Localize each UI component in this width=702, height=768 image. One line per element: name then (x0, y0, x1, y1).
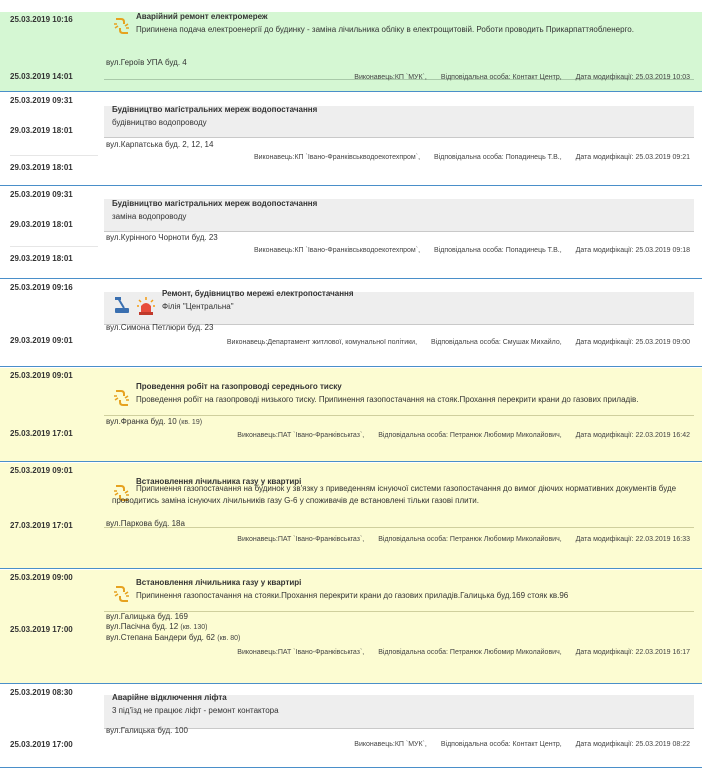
modified-value: 22.03.2019 16:42 (635, 432, 690, 439)
event-card[interactable] (104, 12, 694, 80)
gas-pipe-icon (112, 388, 132, 408)
event-meta (223, 649, 690, 656)
event-description: заміна водопроводу (112, 212, 187, 221)
event-card[interactable] (104, 695, 694, 729)
shovel-icon (112, 296, 132, 316)
responsible-value: Петранюк Любомир Миколайович, (449, 536, 562, 543)
event-icons (112, 388, 132, 408)
outage-item[interactable] (0, 570, 702, 684)
modified-label: Дата модифікації: (575, 741, 634, 748)
responsible-value: Попадинець Т.В., (505, 247, 562, 254)
event-description: Філія "Центральна" (162, 302, 234, 311)
executor-value: КП `МУК`, (394, 74, 427, 81)
responsible-value: Контакт Центр, (512, 74, 562, 81)
end-date: 25.03.2019 17:01 (10, 429, 73, 438)
event-description: Припинена подача електроенергії до будинку - заміна лічильника обліку в електрощитовій. Роботи проводить Прикарпаттяобленерго. (136, 25, 634, 34)
executor-label: Виконавець: (253, 247, 295, 254)
modified-label: Дата модифікації: (575, 74, 634, 81)
event-meta (340, 741, 690, 748)
event-description: Припинення газопостачання на стояки.Прохання перекрити крани до газових приладів.Галицька буд.169 стояк кв.96 (136, 591, 569, 600)
executor-value: Департамент житлової, комунальної політики, (267, 339, 418, 346)
responsible-label: Відповідальна особа: (440, 74, 511, 81)
address-list (106, 58, 187, 68)
address-line: вул.Галицька буд. 169 (106, 612, 188, 621)
address-line: вул.Симона Петлюри буд. 23 (106, 323, 214, 332)
modified-label: Дата модифікації: (575, 339, 634, 346)
event-title: Будівництво магістральних мереж водопостачання (112, 105, 318, 114)
executor-value: ПАТ `Івано-Франківськгаз`, (277, 432, 365, 439)
event-description: Припинення газопостачання на будинок у зв'язку з приведенням існуючої системи газопостачання до вимог діючих нормативних документів буде проводитись заміна існуючих лічильників газу G-6 у споживачів де встановлені тільки газові плити. (112, 484, 677, 505)
event-meta (340, 74, 690, 81)
outage-item[interactable] (0, 93, 702, 186)
modified-value: 25.03.2019 10:03 (635, 74, 690, 81)
outage-item[interactable] (0, 187, 702, 279)
event-card[interactable] (104, 580, 694, 612)
executor-label: Виконавець: (237, 649, 278, 656)
responsible-value: Попадинець Т.В., (505, 154, 562, 161)
end-date: 25.03.2019 17:00 (10, 625, 73, 634)
event-icons (112, 16, 132, 36)
address-line: вул.Героїв УПА буд. 4 (106, 58, 187, 67)
address-line: вул.Курінного Чорноти буд. 23 (106, 233, 218, 242)
modified-value: 25.03.2019 09:21 (635, 154, 690, 161)
extra-date: 29.03.2019 18:01 (10, 163, 73, 172)
address-list (106, 417, 202, 428)
start-date: 25.03.2019 10:16 (10, 15, 73, 24)
executor-label: Виконавець: (237, 432, 278, 439)
event-title: Будівництво магістральних мереж водопостачання (112, 199, 318, 208)
gas-pipe-icon (112, 16, 132, 36)
event-title: Аварійний ремонт електромереж (136, 12, 268, 21)
address-list (106, 519, 185, 529)
responsible-label: Відповідальна особа: (378, 536, 448, 543)
event-description: Проведення робіт на газопроводі низького тиску. Припинення газопостачання на стояк.Прохання перекрити крани до газових приладів. (136, 395, 639, 404)
end-date: 25.03.2019 14:01 (10, 72, 73, 81)
address-list (106, 726, 188, 736)
start-date: 25.03.2019 09:31 (10, 190, 73, 199)
end-date: 27.03.2019 17:01 (10, 521, 73, 530)
modified-label: Дата модифікації: (575, 154, 634, 161)
responsible-value: Контакт Центр, (512, 741, 562, 748)
executor-value: КП `Івано-Франківськводоекотехпром`, (294, 247, 421, 254)
executor-label: Виконавець: (253, 154, 295, 161)
responsible-value: Петранюк Любомир Миколайович, (449, 649, 562, 656)
outage-item[interactable] (0, 463, 702, 569)
event-title: Встановлення лічильника газу у квартирі (136, 477, 302, 486)
event-description: будівництво водопроводу (112, 118, 207, 127)
modified-label: Дата модифікації: (575, 247, 634, 254)
address-list (106, 612, 240, 644)
executor-value: КП `Івано-Франківськводоекотехпром`, (294, 154, 421, 161)
event-icons (112, 584, 132, 604)
event-description: 3 під'їзд не працює ліфт - ремонт контактора (112, 706, 279, 715)
gas-pipe-icon (112, 584, 132, 604)
event-card[interactable] (104, 106, 694, 138)
outage-item[interactable] (0, 685, 702, 768)
event-card[interactable] (104, 479, 694, 528)
modified-label: Дата модифікації: (575, 432, 634, 439)
event-meta (240, 154, 690, 161)
executor-value: ПАТ `Івано-Франківськгаз`, (277, 536, 365, 543)
modified-value: 22.03.2019 16:33 (635, 536, 690, 543)
address-line: вул.Пасічна буд. 12 (кв. 130) (106, 622, 208, 631)
start-date: 25.03.2019 09:00 (10, 573, 73, 582)
event-meta (223, 432, 690, 439)
end-date: 29.03.2019 18:01 (10, 220, 73, 229)
start-date: 25.03.2019 09:01 (10, 371, 73, 380)
start-date: 25.03.2019 09:01 (10, 466, 73, 475)
outage-item[interactable] (0, 280, 702, 367)
outage-item[interactable] (0, 12, 702, 92)
responsible-label: Відповідальна особа: (431, 339, 501, 346)
event-meta (240, 247, 690, 254)
address-list (106, 233, 218, 243)
start-date: 25.03.2019 08:30 (10, 688, 73, 697)
address-line: вул.Франка буд. 10 (кв. 19) (106, 417, 203, 426)
executor-value: КП `МУК`, (394, 741, 427, 748)
address-list (106, 140, 213, 150)
executor-label: Виконавець: (237, 536, 278, 543)
executor-value: ПАТ `Івано-Франківськгаз`, (277, 649, 365, 656)
executor-label: Виконавець: (354, 74, 395, 81)
address-line: вул.Галицька буд. 100 (106, 726, 188, 735)
address-line: вул.Паркова буд. 18а (106, 519, 185, 528)
end-date: 25.03.2019 17:00 (10, 740, 73, 749)
siren-icon (136, 296, 156, 316)
event-title: Встановлення лічильника газу у квартирі (136, 578, 302, 587)
modified-value: 25.03.2019 08:22 (635, 741, 690, 748)
address-list (106, 323, 213, 333)
responsible-label: Відповідальна особа: (378, 432, 448, 439)
responsible-label: Відповідальна особа: (378, 649, 448, 656)
outage-item[interactable] (0, 368, 702, 462)
modified-value: 25.03.2019 09:00 (635, 339, 690, 346)
executor-label: Виконавець: (354, 741, 395, 748)
modified-label: Дата модифікації: (575, 649, 634, 656)
end-date: 29.03.2019 18:01 (10, 126, 73, 135)
address-line: вул.Степана Бандери буд. 62 (кв. 80) (106, 633, 241, 642)
event-title: Ремонт, будівництво мережі електропостачання (162, 289, 354, 298)
responsible-value: Смушак Михайло, (502, 339, 562, 346)
event-title: Аварійне відключення ліфта (112, 693, 227, 702)
event-card[interactable] (104, 289, 694, 325)
event-icons (112, 296, 156, 316)
modified-value: 25.03.2019 09:18 (635, 247, 690, 254)
event-card[interactable] (104, 199, 694, 232)
start-date: 25.03.2019 09:16 (10, 283, 73, 292)
end-date: 29.03.2019 09:01 (10, 336, 73, 345)
event-meta (213, 339, 690, 346)
modified-value: 22.03.2019 16:17 (635, 649, 690, 656)
start-date: 25.03.2019 09:31 (10, 96, 73, 105)
event-card[interactable] (104, 384, 694, 416)
executor-label: Виконавець: (226, 339, 268, 346)
event-title: Проведення робіт на газопроводі середнього тиску (136, 382, 342, 391)
event-meta (223, 536, 690, 543)
address-line: вул.Карпатська буд. 2, 12, 14 (106, 140, 214, 149)
responsible-label: Відповідальна особа: (440, 741, 511, 748)
responsible-value: Петранюк Любомир Миколайович, (449, 432, 562, 439)
extra-date: 29.03.2019 18:01 (10, 254, 73, 263)
responsible-label: Відповідальна особа: (434, 154, 504, 161)
modified-label: Дата модифікації: (575, 536, 634, 543)
responsible-label: Відповідальна особа: (434, 247, 504, 254)
